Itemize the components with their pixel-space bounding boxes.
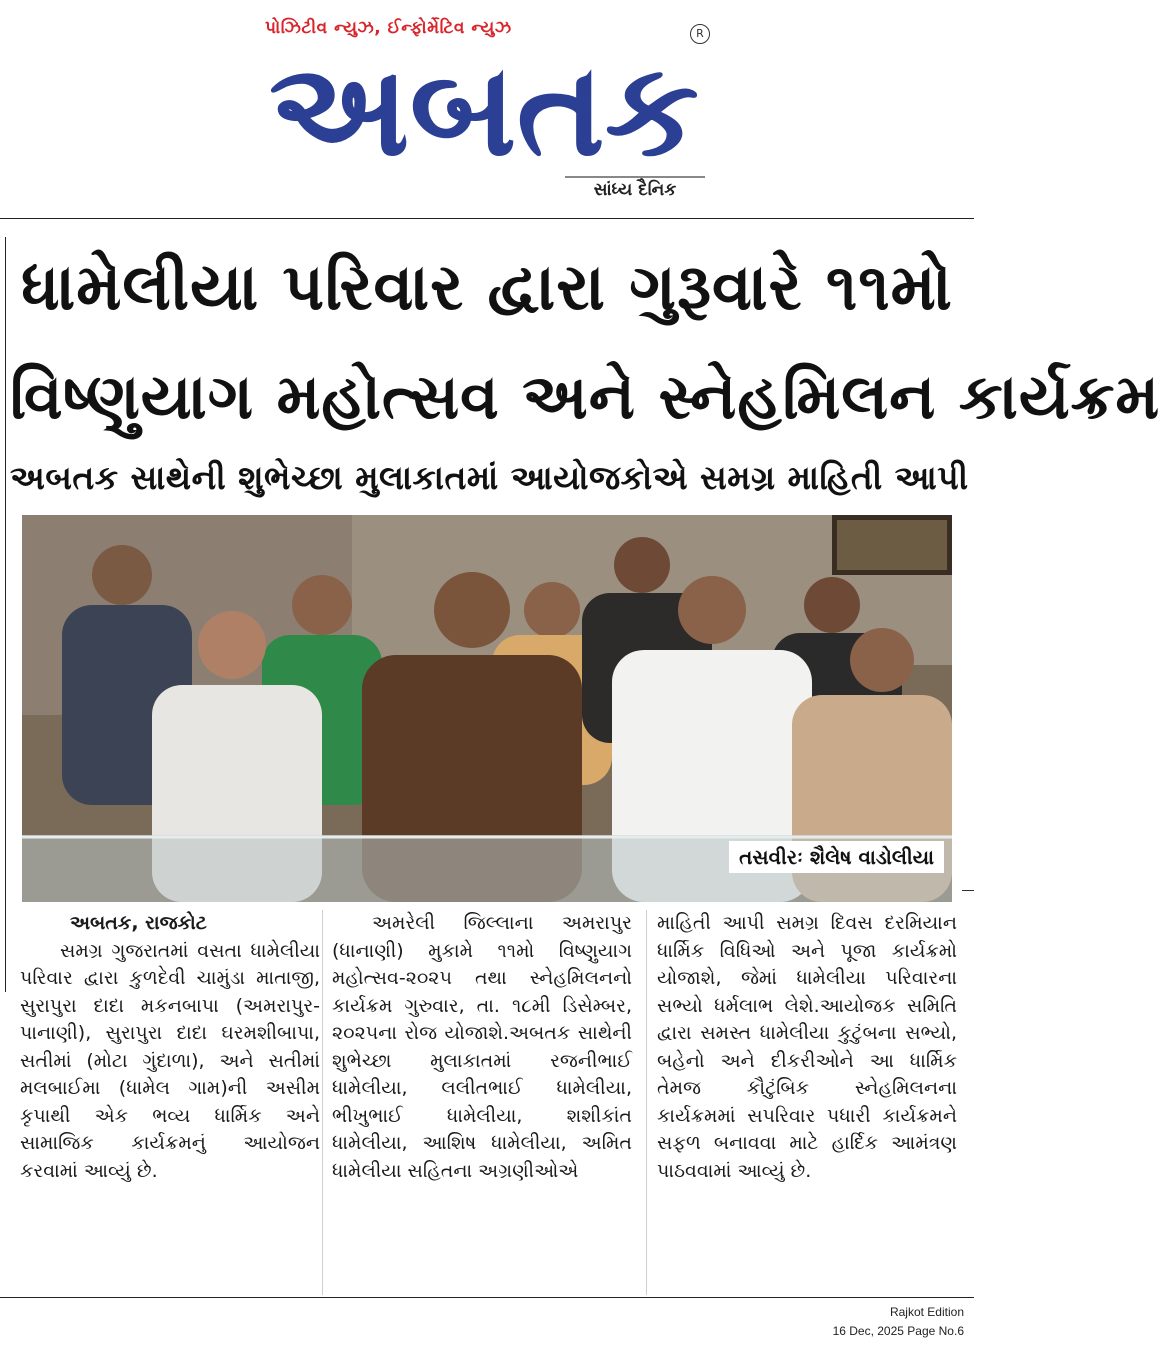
headline-line-1: ધામેલીયા પરિવાર દ્વારા ગુરૂવારે ૧૧મો — [21, 251, 953, 325]
article-text-3: માહિતી આપી સમગ્ર દિવસ દરમિયાન ધાર્મિક વિધિઓ અને પૂજા કાર્યક્રમો યોજાશે, જેમાં ધામેલીયા પરિવારના સભ્યો ધર્મલાભ લેશે.આયોજક સમિતિ દ્વારા સમસ્ત ધામેલીયા કુટુંબના સભ્યો, બહેનો અને દીકરીઓને આ ધાર્મિક તેમજ કૌટુંબિક સ્નેહમિલનના કાર્યક્રમમાં સપરિવાર પધારી કાર્યક્રમને સફળ બનાવવા માટે હાર્દિક આમંત્રણ પાઠવવામાં આવ્યું છે. — [657, 912, 957, 1182]
margin-tick — [962, 890, 974, 891]
article-column-1 — [20, 910, 320, 1185]
registered-icon: R — [690, 24, 710, 44]
left-margin-rule — [5, 237, 6, 992]
dateline: અબતક, રાજકોટ — [70, 912, 207, 934]
subheadline: અબતક સાથેની શુભેચ્છા મુલાકાતમાં આયોજકોએ સમગ્ર માહિતી આપી — [10, 458, 969, 497]
footer-divider — [0, 1297, 974, 1298]
masthead-divider — [0, 218, 974, 219]
edition-label: Rajkot Edition — [889, 1305, 964, 1319]
column-divider — [646, 910, 647, 1295]
article-text-2: અમરેલી જિલ્લાના અમરાપુર (ધાનાણી) મુકામે ૧૧મો વિષ્ણુયાગ મહોત્સવ-૨૦૨૫ તથા સ્નેહમિલનનો કાર્યક્રમ ગુરુવાર, તા. ૧૮મી ડિસેમ્બર, ૨૦૨૫ના રોજ યોજાશે.અબતક સાથેની શુભેચ્છા મુલાકાતમાં રજનીભાઈ ધામેલીયા, લલીતભાઈ ધામેલીયા, ભીખુભાઈ ધામેલીયા, શશીકાંત ધામેલીયા, આશિષ ધામેલીયા, અમિત ધામેલીયા સહિતના અગ્રણીઓએ — [332, 912, 632, 1182]
column-divider — [322, 910, 323, 1295]
article-text-1: સમગ્ર ગુજરાતમાં વસતા ધામેલીયા પરિવાર દ્વારા કુળદેવી ચામુંડા માતાજી, સુરાપુરા દાદા મકનબાપા (અમરાપુર-પાનાણી), સુરાપુરા દાદા ઘરમશીબાપા, સતીમાં (મોટા ગુંદાળા), અને સતીમાં મલબાઈમા (ધામેલ ગામ)ની અસીમ કૃપાથી એક ભવ્ય ધાર્મિક અને સામાજિક કાર્યક્રમનું આયોજન કરવામાં આવ્યું છે. — [20, 939, 320, 1182]
article-column-2 — [332, 910, 632, 1185]
logo-text: અબતક — [269, 36, 699, 185]
masthead-tagline: પોઝિટીવ ન્યુઝ, ઈન્ફોર્મેટિવ ન્યુઝ — [265, 18, 512, 38]
headline-line-2: વિષ્ણુયાગ મહોત્સવ અને સ્નેહમિલન કાર્યક્રમ — [10, 360, 1160, 433]
date-page-label: 16 Dec, 2025 Page No.6 — [832, 1324, 964, 1338]
newspaper-logo — [262, 36, 707, 185]
edition-subtitle: સાંધ્ય દૈનિક — [565, 176, 705, 200]
photo-caption: તસવીરઃ શૈલેષ વાડોલીયા — [729, 841, 944, 873]
article-column-3 — [657, 910, 957, 1185]
